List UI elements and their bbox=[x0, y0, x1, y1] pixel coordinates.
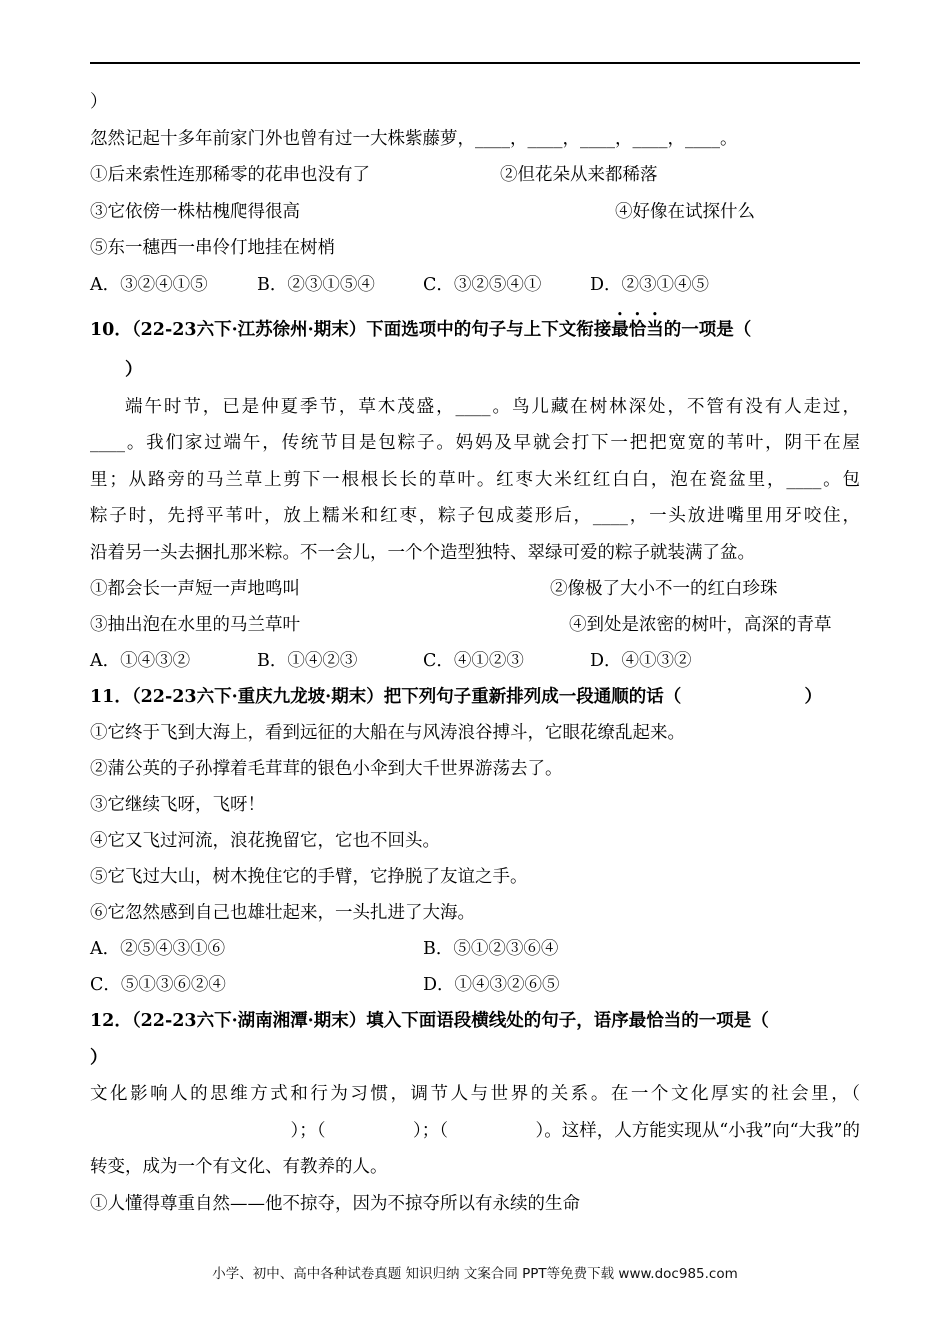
q9-option-row bbox=[90, 194, 860, 231]
q10-title-emphasis: 最恰当 bbox=[611, 320, 664, 340]
q9-choice-b[interactable]: B．②③①⑤④ bbox=[257, 274, 375, 295]
q9-option-4: ④好像在试探什么 bbox=[615, 201, 755, 222]
q10-title-text: 10．（22-23六下·江苏徐州·期末）下面选项中的句子与上下文衔接 bbox=[90, 320, 612, 340]
q11-sentence-3: ③它继续飞呀，飞呀！ bbox=[90, 795, 265, 815]
q11-sentence-1: ①它终于飞到大海上，看到远征的大船在与风涛浪谷搏斗，它眼花缭乱起来。 bbox=[90, 723, 685, 743]
q11-sentence-6: ⑥它忽然感到自己也雄壮起来，一头扎进了大海。 bbox=[90, 903, 475, 923]
q11-choice-d[interactable]: D．①④③②⑥⑤ bbox=[423, 975, 560, 995]
q10-option-3: ③抽出泡在水里的马兰草叶 bbox=[90, 615, 300, 635]
q12-option-1: ①人懂得尊重自然——他不掠夺，因为不掠夺所以有永续的生命 bbox=[90, 1193, 580, 1214]
q11-sentence-2: ②蒲公英的子孙撑着毛茸茸的银色小伞到大千世界游荡去了。 bbox=[90, 759, 563, 779]
q10-passage-line: 端午时节，已是仲夏季节，草木茂盛，____。鸟儿藏在树林深处，不管有没有人走过， bbox=[125, 396, 860, 417]
q9-option-2: ②但花朵从来都稀落 bbox=[500, 165, 658, 185]
page-footer: 小学、初中、高中各种试卷真题 知识归纳 文案合同 PPT等免费下载 www.doc985.com bbox=[212, 1266, 738, 1282]
q11-sentence-5: ⑤它飞过大山，树木挽住它的手臂，它挣脱了友谊之手。 bbox=[90, 867, 528, 887]
q11-title-text: 11．（22-23六下·重庆九龙坡·期末）把下列句子重新排列成一段通顺的话（ bbox=[90, 687, 682, 707]
q9-stem: 忽然记起十多年前家门外也曾有过一大株紫藤萝，____，____，____，____，____。 bbox=[90, 128, 738, 149]
q10-choice-c[interactable]: C．④①②③ bbox=[423, 651, 524, 671]
q12-close-paren: ） bbox=[90, 1047, 108, 1068]
q11-choice-c[interactable]: C．⑤①③⑥②④ bbox=[90, 975, 226, 995]
q12-title: 12．（22-23六下·湖南湘潭·期末）填入下面语段横线处的句子，语序最恰当的一项是（ bbox=[90, 1011, 769, 1031]
q10-choice-a[interactable]: A．①④③② bbox=[90, 651, 191, 671]
q9-choice-d[interactable]: D．②③①④⑤ bbox=[590, 274, 710, 295]
q12-passage-line: 文化影响人的思维方式和行为习惯，调节人与世界的关系。在一个文化厚实的社会里，（ bbox=[90, 1084, 860, 1104]
q10-choices bbox=[90, 643, 860, 679]
q12-passage-line: 转变，成为一个有文化、有教养的人。 bbox=[90, 1157, 388, 1177]
q10-passage-line: 粽子时，先捋平苇叶，放上糯米和红枣，粽子包成菱形后，____，一头放进嘴里用牙咬住， bbox=[90, 506, 860, 526]
q10-passage-line: ____。我们家过端午，传统节目是包粽子。妈妈及早就会打下一把把宽宽的苇叶，阴干在屋 bbox=[90, 433, 860, 453]
q11-choices-row bbox=[90, 931, 860, 967]
q9-option-5: ⑤东一穗西一串伶仃地挂在树梢 bbox=[90, 238, 335, 258]
q10-option-1: ①都会长一声短一声地鸣叫 bbox=[90, 579, 300, 599]
q12-passage-line: ）；（ ）；（ ）。这样，人方能实现从“小我”向“大我”的 bbox=[290, 1120, 860, 1141]
q9-choice-a[interactable]: A．③②④①⑤ bbox=[90, 274, 208, 295]
q10-passage-line: 沿着另一头去捆扎那米粽。不一会儿，一个个造型独特、翠绿可爱的粽子就装满了盆。 bbox=[90, 542, 755, 563]
q10-passage-line: 里；从路旁的马兰草上剪下一根根长长的草叶。红枣大米红红白白，泡在瓷盆里，____。包 bbox=[90, 469, 860, 490]
q10-option-4: ④到处是浓密的树叶，高深的青草 bbox=[569, 615, 832, 635]
q9-option-1: ①后来索性连那稀零的花串也没有了 bbox=[90, 165, 370, 185]
q9-choice-c[interactable]: C．③②⑤④① bbox=[423, 274, 542, 295]
q10-title bbox=[90, 303, 860, 352]
q9-option-row bbox=[90, 157, 860, 194]
q10-option-row bbox=[90, 607, 860, 643]
q10-choice-b[interactable]: B．①④②③ bbox=[257, 651, 358, 671]
q10-option-2: ②像极了大小不一的红白珍珠 bbox=[550, 579, 778, 599]
q11-choices-row bbox=[90, 967, 860, 1003]
q9-choices bbox=[90, 267, 860, 304]
q10-choice-d[interactable]: D．④①③② bbox=[590, 651, 692, 671]
q9-close-paren: ） bbox=[90, 92, 108, 112]
q11-choice-a[interactable]: A．②⑤④③①⑥ bbox=[90, 939, 226, 959]
page-content bbox=[90, 84, 860, 1222]
q11-title bbox=[90, 679, 860, 715]
q10-close-paren: ） bbox=[125, 360, 143, 380]
q10-title-suffix: 的一项是（ bbox=[663, 320, 752, 340]
q9-option-3: ③它依傍一株枯槐爬得很高 bbox=[90, 201, 300, 222]
q10-option-row bbox=[90, 571, 860, 607]
q11-close-paren: ） bbox=[804, 687, 822, 707]
q11-choice-b[interactable]: B．⑤①②③⑥④ bbox=[423, 939, 559, 959]
q11-sentence-4: ④它又飞过河流，浪花挽留它，它也不回头。 bbox=[90, 831, 440, 851]
header-rule bbox=[90, 62, 860, 64]
